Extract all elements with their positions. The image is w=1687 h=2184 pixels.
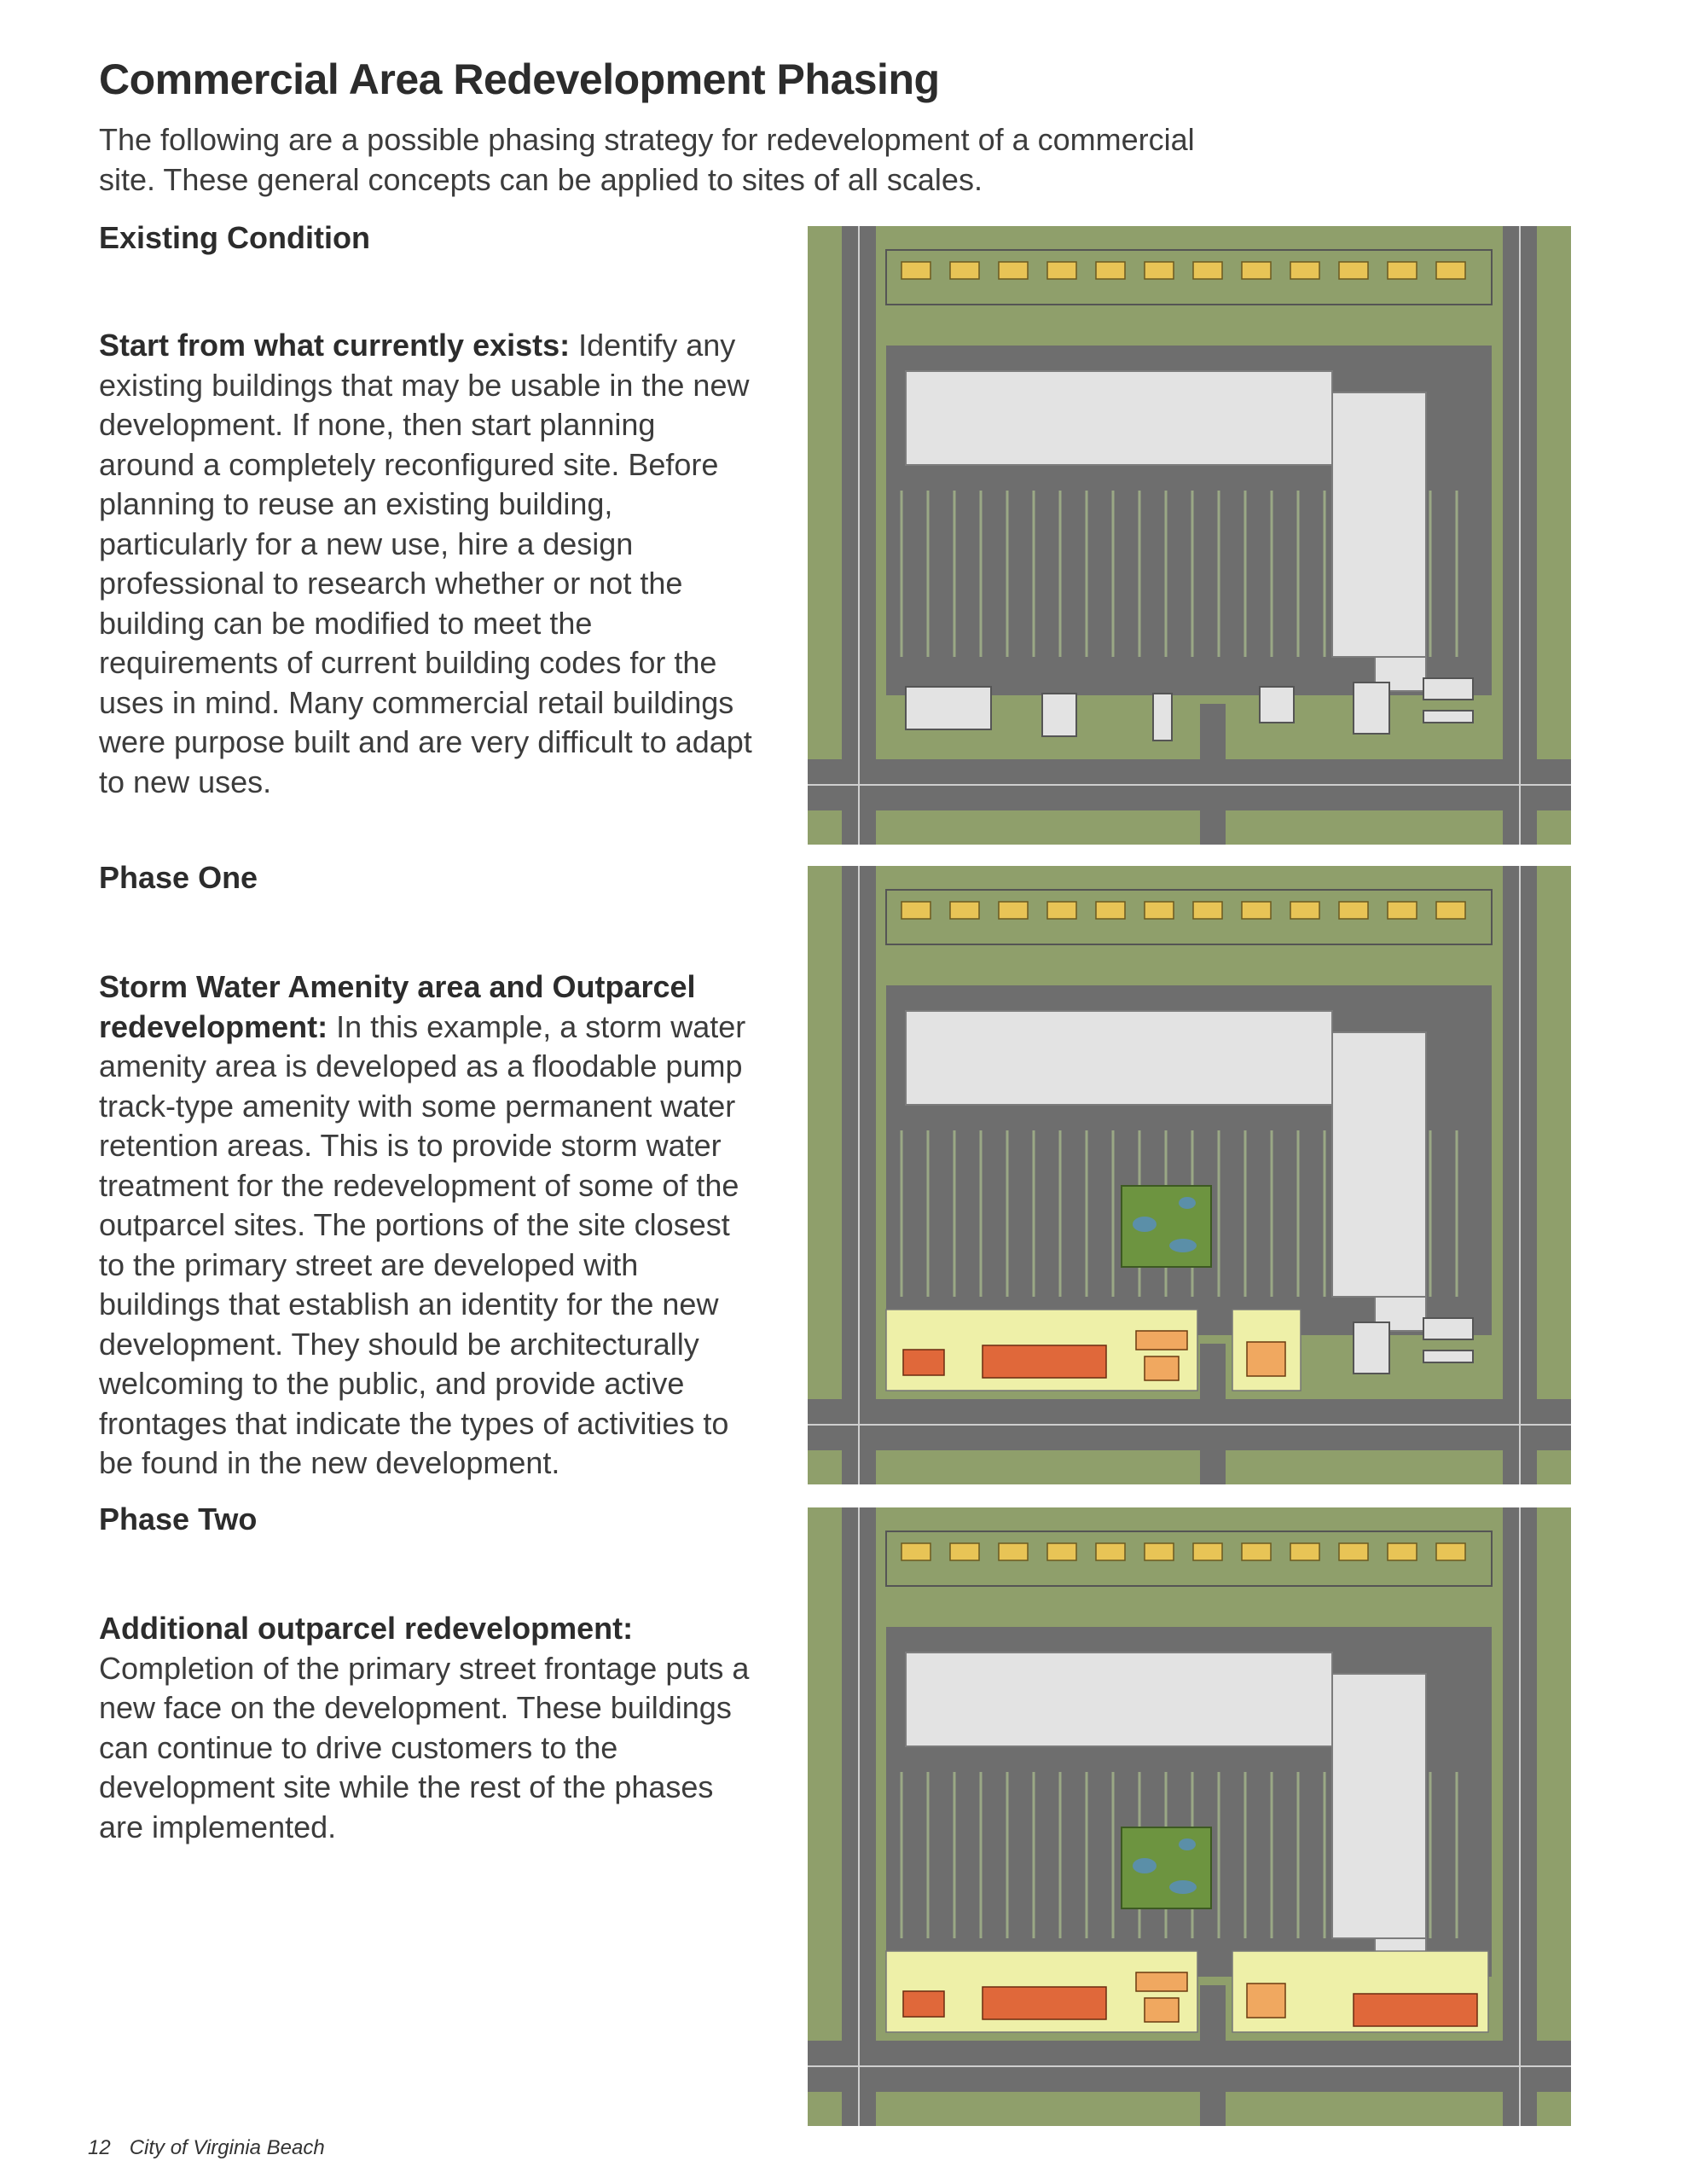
phase-heading-two: Phase Two <box>99 1502 258 1536</box>
phase-heading-existing: Existing Condition <box>99 220 370 255</box>
phase-lead-one: Storm Water Amenity area and Outparcel redevelopment: <box>99 969 696 1044</box>
new-building <box>1145 1998 1179 2022</box>
house-block <box>1339 1543 1368 1560</box>
outparcel-building <box>1153 694 1172 741</box>
house-block <box>1145 262 1174 279</box>
new-building <box>903 1991 944 2017</box>
house-block <box>901 1543 930 1560</box>
anchor-building-wing <box>1332 1032 1426 1297</box>
phase-text-one: In this example, a storm water amenity area is developed as a floodable pump track-type amenity with some permanent water retention areas. This is to provide storm water treatment for the redevelopment of some of the outparcel sites. The portions of the site closest to the primary street are developed with buildings that establish an identity for the new development. They should be architecturally welcoming to the public, and provide active frontages that indicate the types of activities to be found in the new development. <box>99 1008 746 1480</box>
outparcel-building <box>1260 687 1294 723</box>
phase-heading-one: Phase One <box>99 860 258 895</box>
new-building <box>983 1345 1106 1378</box>
new-building <box>1247 1984 1285 2018</box>
house-block <box>1436 262 1465 279</box>
publisher-name: City of Virginia Beach <box>129 2136 325 2159</box>
house-block <box>999 902 1028 919</box>
new-building <box>1136 1972 1187 1991</box>
house-block <box>901 902 930 919</box>
outparcel-building <box>1423 1350 1473 1362</box>
intro-paragraph: The following are a possible phasing strategy for redevelopment of a commercial site. These general concepts can be applied to sites of all scales. <box>99 122 1195 197</box>
retention-pond <box>1169 1880 1197 1894</box>
page-footer <box>88 2136 344 2160</box>
anchor-building-wing <box>906 371 1332 465</box>
new-building <box>1354 1994 1477 2026</box>
retention-pond <box>1179 1838 1196 1850</box>
house-block <box>1145 902 1174 919</box>
new-building <box>1136 1331 1187 1350</box>
house-block <box>1096 1543 1125 1560</box>
house-block <box>999 262 1028 279</box>
house-block <box>1096 262 1125 279</box>
house-block <box>901 262 930 279</box>
outparcel-building <box>1423 711 1473 723</box>
house-block <box>1242 262 1271 279</box>
house-block <box>1096 902 1125 919</box>
phase-text-existing: Identify any existing buildings that may be usable in the new development. If none, then start planning around a completely reconfigured site. Before planning to reuse an existing building, particularly for a new use, hire a design professional to research whether or not the building can be modified to meet the requirements of current building codes for the uses in mind. Many commercial retail buildings were purpose built and are very difficult to adapt to new uses. <box>99 328 752 799</box>
house-block <box>1047 902 1076 919</box>
house-block <box>1145 1543 1174 1560</box>
house-block <box>1339 262 1368 279</box>
house-block <box>1242 1543 1271 1560</box>
house-block <box>1290 902 1319 919</box>
new-building <box>903 1350 944 1375</box>
outparcel-building <box>1042 694 1076 736</box>
outparcel-building <box>1423 678 1473 700</box>
retention-pond <box>1169 1239 1197 1252</box>
page-title: Commercial Area Redevelopment Phasing <box>99 55 940 103</box>
house-block <box>1047 1543 1076 1560</box>
new-building <box>983 1987 1106 2019</box>
outparcel-building <box>1423 1318 1473 1339</box>
house-block <box>1388 262 1417 279</box>
house-block <box>950 902 979 919</box>
outparcel-building <box>906 687 991 729</box>
house-block <box>999 1543 1028 1560</box>
outparcel-building <box>1354 682 1389 734</box>
house-block <box>1193 262 1222 279</box>
anchor-building-wing <box>1332 1674 1426 1938</box>
retention-pond <box>1179 1197 1196 1209</box>
phase-text-two: Completion of the primary street frontage puts a new face on the development. These buildings can continue to drive customers to the development site while the rest of the phases are implemented. <box>99 1650 750 1844</box>
street-entry <box>1200 704 1226 845</box>
house-block <box>1193 902 1222 919</box>
site-plan-existing <box>808 226 1571 845</box>
phase-lead-existing: Start from what currently exists: <box>99 328 571 363</box>
house-block <box>1047 262 1076 279</box>
anchor-building-wing <box>906 1011 1332 1105</box>
house-block <box>1388 902 1417 919</box>
street-entry <box>1200 1985 1226 2126</box>
new-building <box>1247 1342 1285 1376</box>
house-block <box>1388 1543 1417 1560</box>
house-block <box>950 1543 979 1560</box>
site-plan-phase-two <box>808 1507 1571 2126</box>
phase-lead-two: Additional outparcel redevelopment: <box>99 1611 634 1646</box>
house-block <box>1290 1543 1319 1560</box>
house-block <box>1339 902 1368 919</box>
new-building <box>1145 1356 1179 1380</box>
street-entry <box>1200 1344 1226 1484</box>
house-block <box>1436 1543 1465 1560</box>
retention-pond <box>1133 1217 1157 1232</box>
house-block <box>1193 1543 1222 1560</box>
phase-body-two <box>99 1609 756 1847</box>
phase-body-existing <box>99 326 756 802</box>
house-block <box>950 262 979 279</box>
page-number: 12 <box>88 2136 111 2159</box>
house-block <box>1436 902 1465 919</box>
anchor-building-wing <box>1332 392 1426 657</box>
house-block <box>1290 262 1319 279</box>
outparcel-building <box>1354 1322 1389 1374</box>
anchor-building-wing <box>906 1653 1332 1746</box>
phase-body-one <box>99 967 756 1484</box>
site-plan-phase-one <box>808 866 1571 1484</box>
retention-pond <box>1133 1858 1157 1873</box>
house-block <box>1242 902 1271 919</box>
